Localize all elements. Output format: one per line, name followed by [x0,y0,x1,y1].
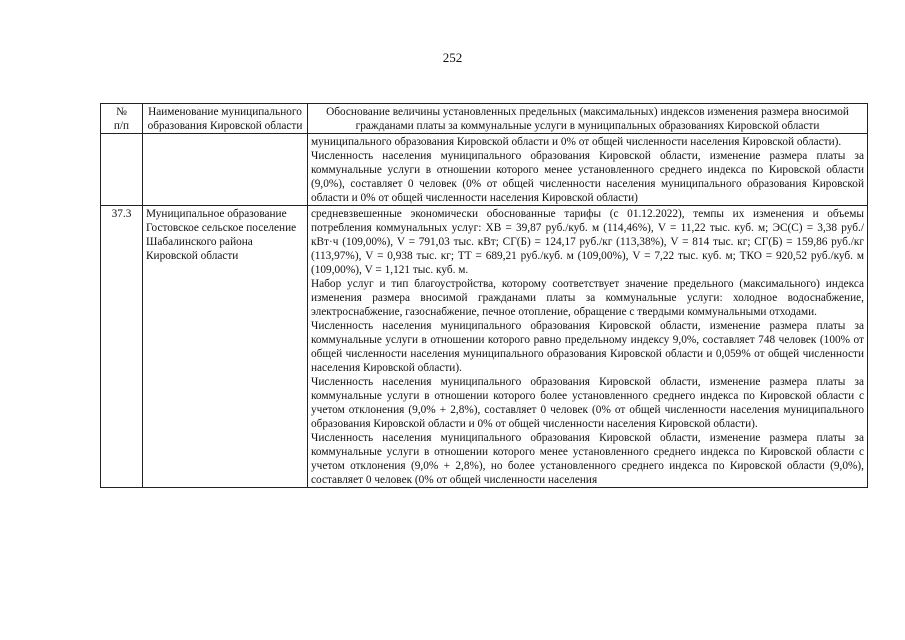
row-municipality: Муниципальное образование Гостовское сельское поселение Шабалинского района Кировской области [143,206,308,488]
row-number [101,134,143,206]
row-justification [308,134,868,206]
row-number: 37.3 [101,206,143,488]
justification-table [100,103,868,488]
justification-paragraph: Численность населения муниципального образования Кировской области, изменение размера платы за коммунальные услуги в отношении которого менее установленного среднего индекса по Кировской области с учетом отклонения (9,0% + 2,8%), но более установленного среднего индекса по Кировской области (9,0%), составляет 0 человек (0% от общей численности населения [311,432,864,486]
justification-paragraph: Численность населения муниципального образования Кировской области, изменение размера платы за коммунальные услуги в отношении которого более установленного среднего индекса по Кировской области с учетом отклонения (9,0% + 2,8%), составляет 0 человек (0% от общей численности населения муниципального образования Кировской области и 0% от общей численности населения Кировской области). [311,376,864,430]
table-row [101,134,868,206]
page-number: 252 [442,50,463,65]
table-header-row [101,104,868,134]
justification-paragraph: Численность населения муниципального образования Кировской области, изменение размера платы за коммунальные услуги в отношении которого менее установленного среднего индекса по Кировской области (9,0%), составляет 0 человек (0% от общей численности населения муниципального образования Кировской области и 0% от общей численности населения Кировской области) [311,150,864,204]
justification-paragraph: муниципального образования Кировской области и 0% от общей численности населения Кировской области). [311,136,842,148]
header-number: № п/п [101,104,143,134]
justification-paragraph: Численность населения муниципального образования Кировской области, изменение размера платы за коммунальные услуги в отношении которого равно предельному индексу 9,0%, составляет 748 человек (100% от общей численности населения муниципального образования Кировской области и 0,059% от общей численности населения Кировской области). [311,320,864,374]
justification-paragraph: средневзвешенные экономически обоснованные тарифы (с 01.12.2022), темпы их изменения и объемы потребления коммунальных услуг: ХВ = 39,87 руб./куб. м (114,46%), V = 11,22 тыс. куб. м; ЭС(С) = 3,38 руб./кВт·ч (109,00%), V = 791,03 тыс. кВт; СГ(Б) = 124,17 руб./кг (113,38%), V = 814 тыс. кг; СГ(Б) = 159,86 руб./кг (113,97%), V = 0,938 тыс. кг; ТТ = 689,21 руб./куб. м (109,00%), V = 7,22 тыс. куб. м; ТКО = 920,52 руб./куб. м (109,00%), V = 1,121 тыс. куб. м. [311,208,864,276]
header-municipality: Наименование муниципального образования Кировской области [143,104,308,134]
row-justification [308,206,868,488]
header-justification: Обоснование величины установленных предельных (максимальных) индексов изменения размера вносимой гражданами платы за коммунальные услуги в муниципальных образованиях Кировской области [308,104,868,134]
row-municipality [143,134,308,206]
justification-paragraph: Набор услуг и тип благоустройства, которому соответствует значение предельного (максимального) индекса изменения размера вносимой гражданами платы за коммунальные услуги: холодное водоснабжение, электроснабжение, газоснабжение, печное отопление, обращение с твердыми коммунальными отходами. [311,278,864,318]
table-row [101,206,868,488]
